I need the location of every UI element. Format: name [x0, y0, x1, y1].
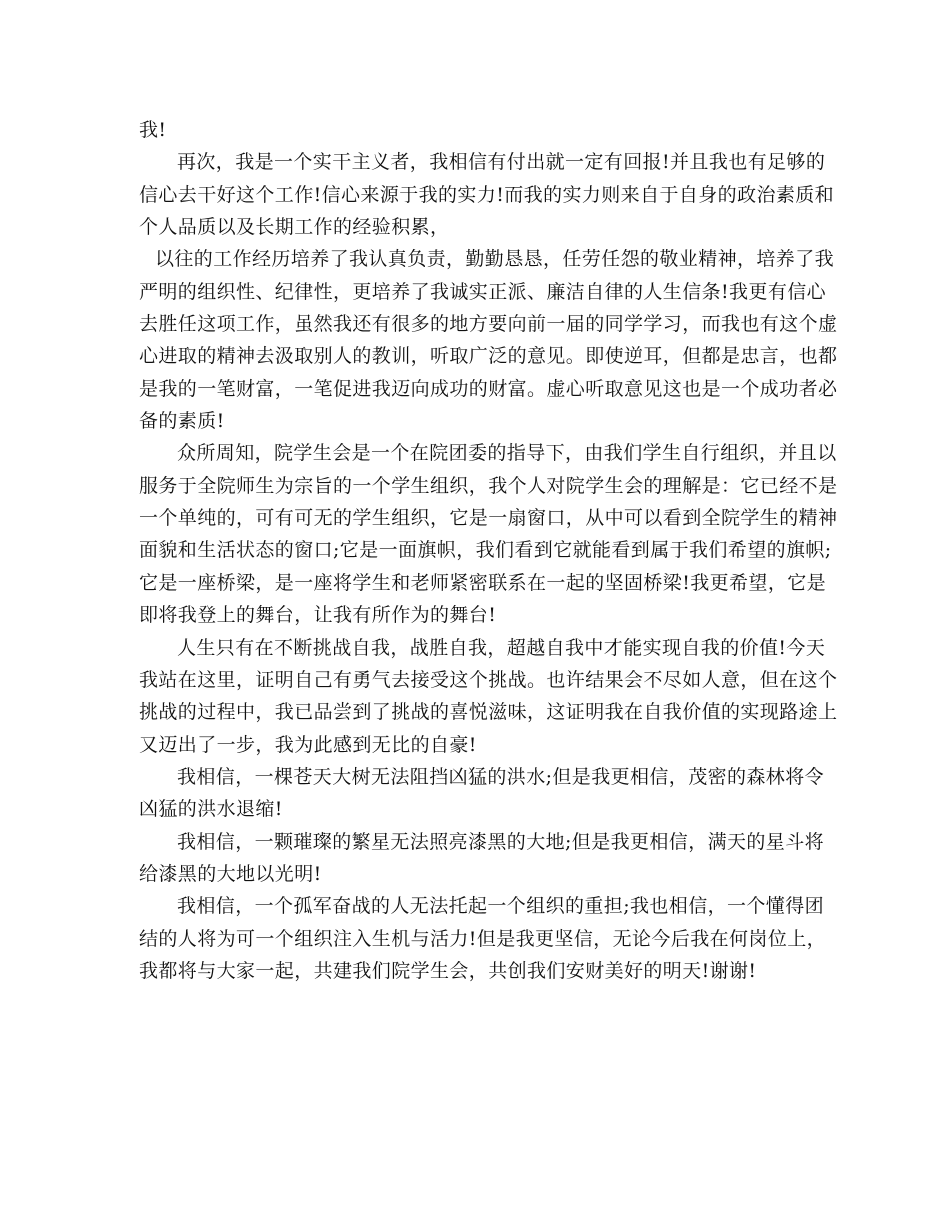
paragraph-start-line: 众所周知，院学生会是一个在院团委的指导下，由我们学生自行组织，并且以	[177, 442, 837, 465]
text-line: 一个单纯的，可有可无的学生组织，它是一扇窗口，从中可以看到全院学生的精神	[139, 507, 838, 530]
text-line: 备的素质!	[139, 410, 225, 433]
text-line: 面貌和生活状态的窗口;它是一面旗帜，我们看到它就能看到属于我们希望的旗帜;	[139, 539, 832, 562]
text-line: 心进取的精神去汲取别人的教训，听取广泛的意见。即使逆耳，但都是忠言，也都	[139, 345, 838, 368]
text-line: 去胜任这项工作，虽然我还有很多的地方要向前一届的同学学习，而我也有这个虚	[139, 313, 838, 336]
text-line: 即将我登上的舞台，让我有所作为的舞台!	[139, 604, 497, 627]
text-line: 我!	[139, 119, 167, 141]
document-body	[139, 114, 838, 987]
paragraph-start-line: 我相信，一棵苍天大树无法阻挡凶猛的洪水;但是我更相信，茂密的森林将令	[177, 765, 825, 788]
text-line: 服务于全院师生为宗旨的一个学生组织，我个人对院学生会的理解是：它已经不是	[139, 474, 838, 497]
text-line: 信心去干好这个工作!信心来源于我的实力!而我的实力则来自于自身的政治素质和	[139, 183, 835, 206]
text-line: 给漆黑的大地以光明!	[139, 862, 322, 885]
text-line: 挑战的过程中，我已品尝到了挑战的喜悦滋味，这证明我在自我价值的实现路途上	[139, 701, 838, 724]
paragraph-start-line: 人生只有在不断挑战自我，战胜自我，超越自我中才能实现自我的价值!今天	[177, 636, 826, 659]
text-line: 又迈出了一步，我为此感到无比的自豪!	[139, 733, 477, 756]
text-line: 我站在这里，证明自己有勇气去接受这个挑战。也许结果会不尽如人意，但在这个	[139, 668, 838, 691]
paragraph-start-line: 以往的工作经历培养了我认真负责，勤勤恳恳，任劳任怨的敬业精神，培养了我	[155, 248, 835, 271]
text-line: 凶猛的洪水退缩!	[139, 798, 283, 821]
text-line: 严明的组织性、纪律性，更培养了我诚实正派、廉洁自律的人生信条!我更有信心	[139, 280, 827, 303]
paragraph-start-line: 再次，我是一个实干主义者，我相信有付出就一定有回报!并且我也有足够的	[177, 151, 826, 174]
text-line: 它是一座桥梁，是一座将学生和老师紧密联系在一起的坚固桥梁!我更希望，它是	[139, 571, 827, 594]
paragraph-start-line: 我相信，一颗璀璨的繁星无法照亮漆黑的大地;但是我更相信，满天的星斗将	[177, 830, 825, 853]
text-line: 是我的一笔财富，一笔促进我迈向成功的财富。虚心听取意见这也是一个成功者必	[139, 377, 838, 400]
text-line: 个人品质以及长期工作的经验积累，	[139, 216, 450, 239]
paragraph-start-line: 我相信，一个孤军奋战的人无法托起一个组织的重担;我也相信，一个懂得团	[177, 895, 825, 918]
text-line: 结的人将为可一个组织注入生机与活力!但是我更坚信，无论今后我在何岗位上，	[139, 927, 827, 950]
text-line: 我都将与大家一起，共建我们院学生会，共创我们安财美好的明天!谢谢!	[139, 959, 757, 982]
